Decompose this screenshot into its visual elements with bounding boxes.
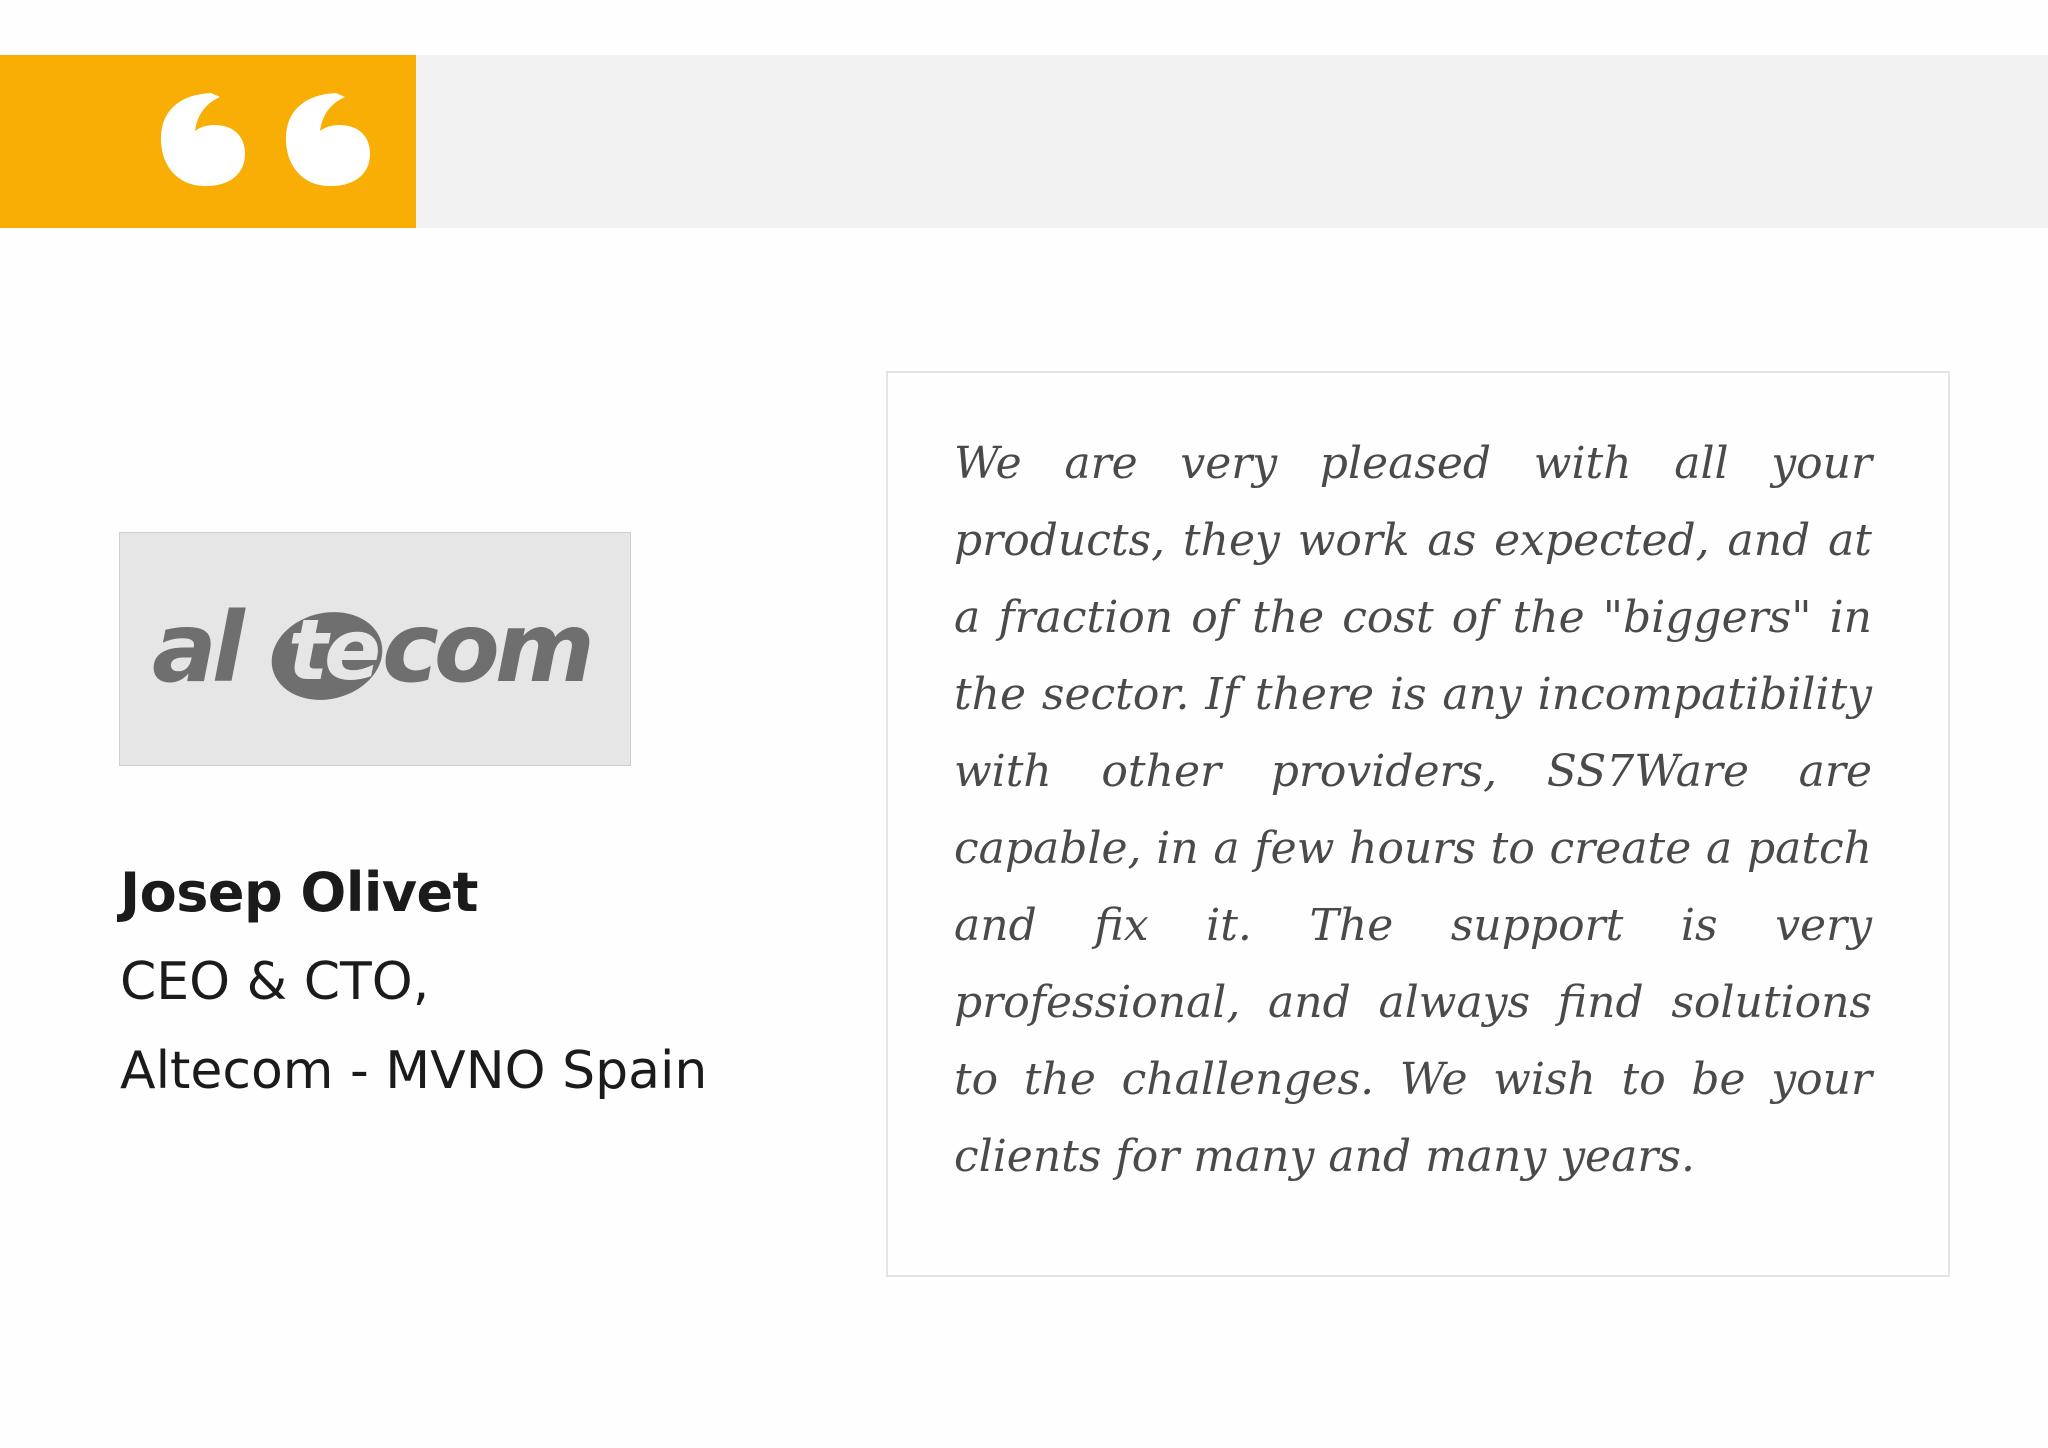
person-name: Josep Olivet — [120, 861, 478, 924]
open-quote-icon — [0, 55, 416, 228]
testimonial-quote: We are very pleased with all your products, they work as expected, and at a fraction of the cost of the "biggers" in the sector. If there is any incompatibility with other providers, SS7Ware are capable, in a few hours to create a patch and fix it. The support is very professional, and always find solutions to the challenges. We wish to be your clients for many and many years. — [954, 438, 1872, 1182]
svg-text:al: al — [152, 592, 240, 704]
person-company: Altecom - MVNO Spain — [120, 1041, 708, 1101]
altecom-logo-icon — [120, 533, 631, 766]
svg-text:com: com — [382, 592, 590, 704]
quote-badge — [0, 55, 416, 228]
testimonial-card — [886, 371, 1950, 1277]
svg-text:te: te — [288, 601, 378, 699]
company-logo — [119, 532, 631, 766]
person-role: CEO & CTO, — [120, 952, 430, 1012]
